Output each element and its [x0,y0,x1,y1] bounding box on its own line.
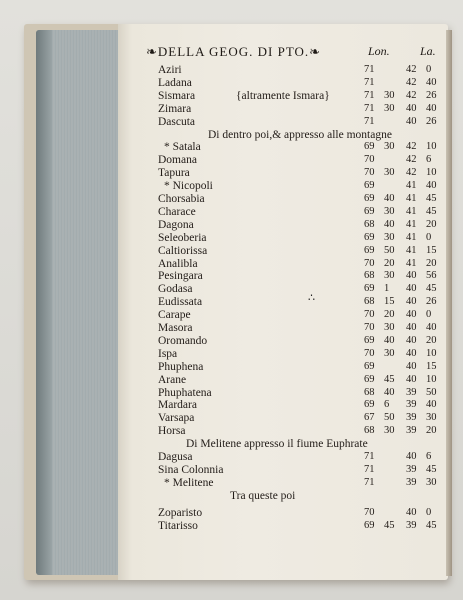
latitude-degrees: 39 [406,399,417,411]
table-row [0,89,463,103]
latitude-degrees: 42 [406,76,417,88]
place-name: Varsapa [158,412,195,425]
longitude-minutes: 45 [384,519,395,531]
latitude-minutes: 20 [426,218,437,230]
latitude-minutes: 56 [426,270,437,282]
longitude-minutes: 20 [384,309,395,321]
longitude-minutes: 30 [384,89,395,101]
latitude-minutes: 0 [426,506,432,518]
longitude-degrees: 71 [364,64,375,75]
longitude-minutes: 30 [384,205,395,217]
latitude-degrees: 40 [406,115,417,127]
place-name: Zimara [158,102,192,115]
longitude-degrees: 68 [364,296,375,308]
place-name: Mardara [158,399,197,412]
latitude-minutes: 50 [426,386,437,398]
latitude-minutes: 40 [426,399,437,411]
table-row [0,398,463,412]
latitude-minutes: 10 [426,141,437,153]
longitude-minutes: 30 [384,322,395,333]
place-name: Phuphatena [158,386,212,399]
table-row [0,308,463,322]
longitude-minutes: 40 [384,218,395,230]
latitude-minutes: 40 [426,102,437,114]
latitude-degrees: 40 [406,506,417,518]
longitude-degrees: 70 [364,347,375,359]
latitude-degrees: 41 [406,218,417,230]
place-name: Sina Colonnia [158,463,224,476]
latitude-minutes: 45 [426,463,437,475]
latitude-degrees: 40 [406,270,417,282]
longitude-degrees: 71 [364,476,375,488]
latitude-degrees: 40 [406,309,417,321]
longitude-minutes: 45 [384,373,395,385]
place-name: Caltiorissa [158,244,208,257]
latitude-minutes: 30 [426,412,437,424]
longitude-degrees: 70 [364,309,375,321]
longitude-minutes: 50 [384,412,395,424]
table-row [0,424,463,438]
longitude-minutes: 30 [384,167,395,179]
longitude-degrees: 69 [364,360,375,372]
longitude-degrees: 69 [364,283,375,295]
place-name: Titarisso [158,519,198,532]
place-name: Carape [158,309,191,322]
longitude-degrees: 69 [364,519,375,531]
place-note: {altramente Ismara} [236,89,330,102]
latitude-degrees: 40 [406,373,417,385]
latitude-minutes: 0 [426,309,432,321]
place-name: Godasa [158,283,193,296]
latitude-degrees: 40 [406,322,417,333]
table-row [0,166,463,180]
longitude-degrees: 69 [364,180,375,192]
latitude-minutes: 15 [426,244,437,256]
latitude-degrees: 40 [406,360,417,372]
latitude-minutes: 6 [426,154,432,166]
longitude-degrees: 71 [364,115,375,127]
longitude-minutes: 30 [384,231,395,243]
longitude-degrees: 71 [364,102,375,114]
latitude-degrees: 41 [406,180,417,192]
longitude-minutes: 30 [384,102,395,114]
header-latitude: La. [420,44,436,58]
latitude-degrees: 40 [406,334,417,346]
header-longitude: Lon. [368,44,390,58]
place-name: Oromando [158,334,208,347]
latitude-minutes: 45 [426,193,437,204]
longitude-minutes: 30 [384,425,395,437]
table-row [0,140,463,154]
longitude-degrees: 67 [364,412,375,424]
longitude-degrees: 69 [364,334,375,346]
latitude-minutes: 40 [426,76,437,88]
place-name: Phuphena [158,360,204,373]
latitude-minutes: 0 [426,64,432,75]
table-row [0,411,463,425]
longitude-degrees: 69 [364,231,375,243]
latitude-minutes: 15 [426,360,437,372]
longitude-minutes: 40 [384,193,395,204]
latitude-degrees: 41 [406,257,417,269]
longitude-degrees: 69 [364,373,375,385]
table-row [0,360,463,374]
latitude-minutes: 26 [426,89,437,101]
latitude-degrees: 41 [406,231,417,243]
longitude-degrees: 71 [364,451,375,462]
latitude-degrees: 39 [406,476,417,488]
latitude-minutes: 20 [426,257,437,269]
header-title: ❧DELLA GEOG. DI PTO.❧ [146,44,322,59]
longitude-minutes: 20 [384,257,395,269]
latitude-degrees: 39 [406,519,417,531]
longitude-minutes: 15 [384,296,395,308]
section-heading: Tra queste poi [230,489,296,502]
longitude-degrees: 70 [364,154,375,166]
place-name: Dascuta [158,115,196,128]
longitude-degrees: 68 [364,386,375,398]
latitude-degrees: 41 [406,205,417,217]
longitude-degrees: 70 [364,257,375,269]
latitude-minutes: 45 [426,205,437,217]
longitude-minutes: 40 [384,386,395,398]
latitude-degrees: 42 [406,167,417,179]
table-row [0,373,463,387]
latitude-degrees: 41 [406,193,417,204]
latitude-degrees: 40 [406,451,417,462]
latitude-minutes: 26 [426,296,437,308]
place-name: Tapura [158,167,190,180]
longitude-degrees: 70 [364,322,375,333]
longitude-degrees: 71 [364,89,375,101]
place-name: * Nicopoli [164,180,213,193]
latitude-degrees: 40 [406,283,417,295]
place-name: Zoparisto [158,506,203,519]
longitude-degrees: 69 [364,244,375,256]
latitude-minutes: 30 [426,476,437,488]
longitude-minutes: 40 [384,334,395,346]
table-row [0,76,463,90]
place-name: Pesingara [158,270,203,283]
table-row [0,282,463,296]
table-row [0,463,463,477]
place-name: Domana [158,154,197,167]
place-name: Arane [158,373,187,386]
latitude-degrees: 42 [406,89,417,101]
longitude-degrees: 69 [364,399,375,411]
place-name: * Melitene [164,476,214,489]
table-row [0,63,463,77]
section-heading: Di Melitene appresso il fiume Euphrate [186,438,368,451]
latitude-minutes: 40 [426,180,437,192]
margin-mark: ∴ [308,292,315,304]
section-heading: Di dentro poi,& appresso alle montagne [208,128,392,141]
latitude-degrees: 40 [406,347,417,359]
place-name: Dagona [158,218,194,231]
longitude-degrees: 70 [364,167,375,179]
table-row [0,295,463,309]
table-row [0,519,463,533]
latitude-minutes: 10 [426,167,437,179]
table-row [0,153,463,167]
latitude-degrees: 42 [406,64,417,75]
latitude-minutes: 45 [426,519,437,531]
place-name: Analibla [158,257,198,270]
longitude-degrees: 70 [364,506,375,518]
table-row [0,231,463,245]
place-name: Horsa [158,425,186,438]
latitude-degrees: 39 [406,412,417,424]
place-name: Ladana [158,76,192,89]
latitude-minutes: 10 [426,373,437,385]
latitude-degrees: 42 [406,154,417,166]
longitude-minutes: 30 [384,270,395,282]
running-header [146,44,446,60]
table-row [0,115,463,129]
longitude-minutes: 1 [384,283,390,295]
table-row [0,218,463,232]
table-row [0,269,463,283]
longitude-degrees: 71 [364,463,375,475]
longitude-degrees: 68 [364,425,375,437]
longitude-minutes: 30 [384,141,395,153]
latitude-minutes: 10 [426,347,437,359]
latitude-degrees: 39 [406,386,417,398]
table-row [0,244,463,258]
longitude-minutes: 30 [384,347,395,359]
latitude-degrees: 42 [406,141,417,153]
latitude-minutes: 6 [426,451,432,462]
table-row [0,506,463,520]
longitude-degrees: 69 [364,193,375,204]
table-row [0,450,463,464]
place-name: Charace [158,205,196,218]
longitude-degrees: 68 [364,270,375,282]
place-name: Eudissata [158,296,203,309]
table-row [0,476,463,490]
latitude-minutes: 26 [426,115,437,127]
table-row [0,321,463,335]
latitude-degrees: 41 [406,244,417,256]
table-row [0,257,463,271]
latitude-degrees: 40 [406,102,417,114]
longitude-degrees: 69 [364,141,375,153]
latitude-minutes: 20 [426,425,437,437]
place-name: Chorsabia [158,193,205,205]
latitude-degrees: 39 [406,425,417,437]
table-row [0,347,463,361]
place-name: Seleoberia [158,231,207,244]
latitude-degrees: 39 [406,463,417,475]
table-row [0,179,463,193]
place-name: Masora [158,322,193,334]
table-row [0,102,463,116]
latitude-minutes: 45 [426,283,437,295]
longitude-degrees: 69 [364,205,375,217]
latitude-minutes: 0 [426,231,432,243]
latitude-minutes: 20 [426,334,437,346]
latitude-degrees: 40 [406,296,417,308]
longitude-minutes: 6 [384,399,390,411]
table-row [0,205,463,219]
latitude-minutes: 40 [426,322,437,333]
longitude-degrees: 68 [364,218,375,230]
place-name: Aziri [158,64,182,76]
table-row [0,192,463,206]
longitude-degrees: 71 [364,76,375,88]
table-row [0,334,463,348]
place-name: Dagusa [158,451,193,463]
place-name: Ispa [158,347,178,360]
place-name: * Satala [164,141,201,154]
longitude-minutes: 50 [384,244,395,256]
table-row [0,386,463,400]
place-name: Sismara [158,89,196,102]
